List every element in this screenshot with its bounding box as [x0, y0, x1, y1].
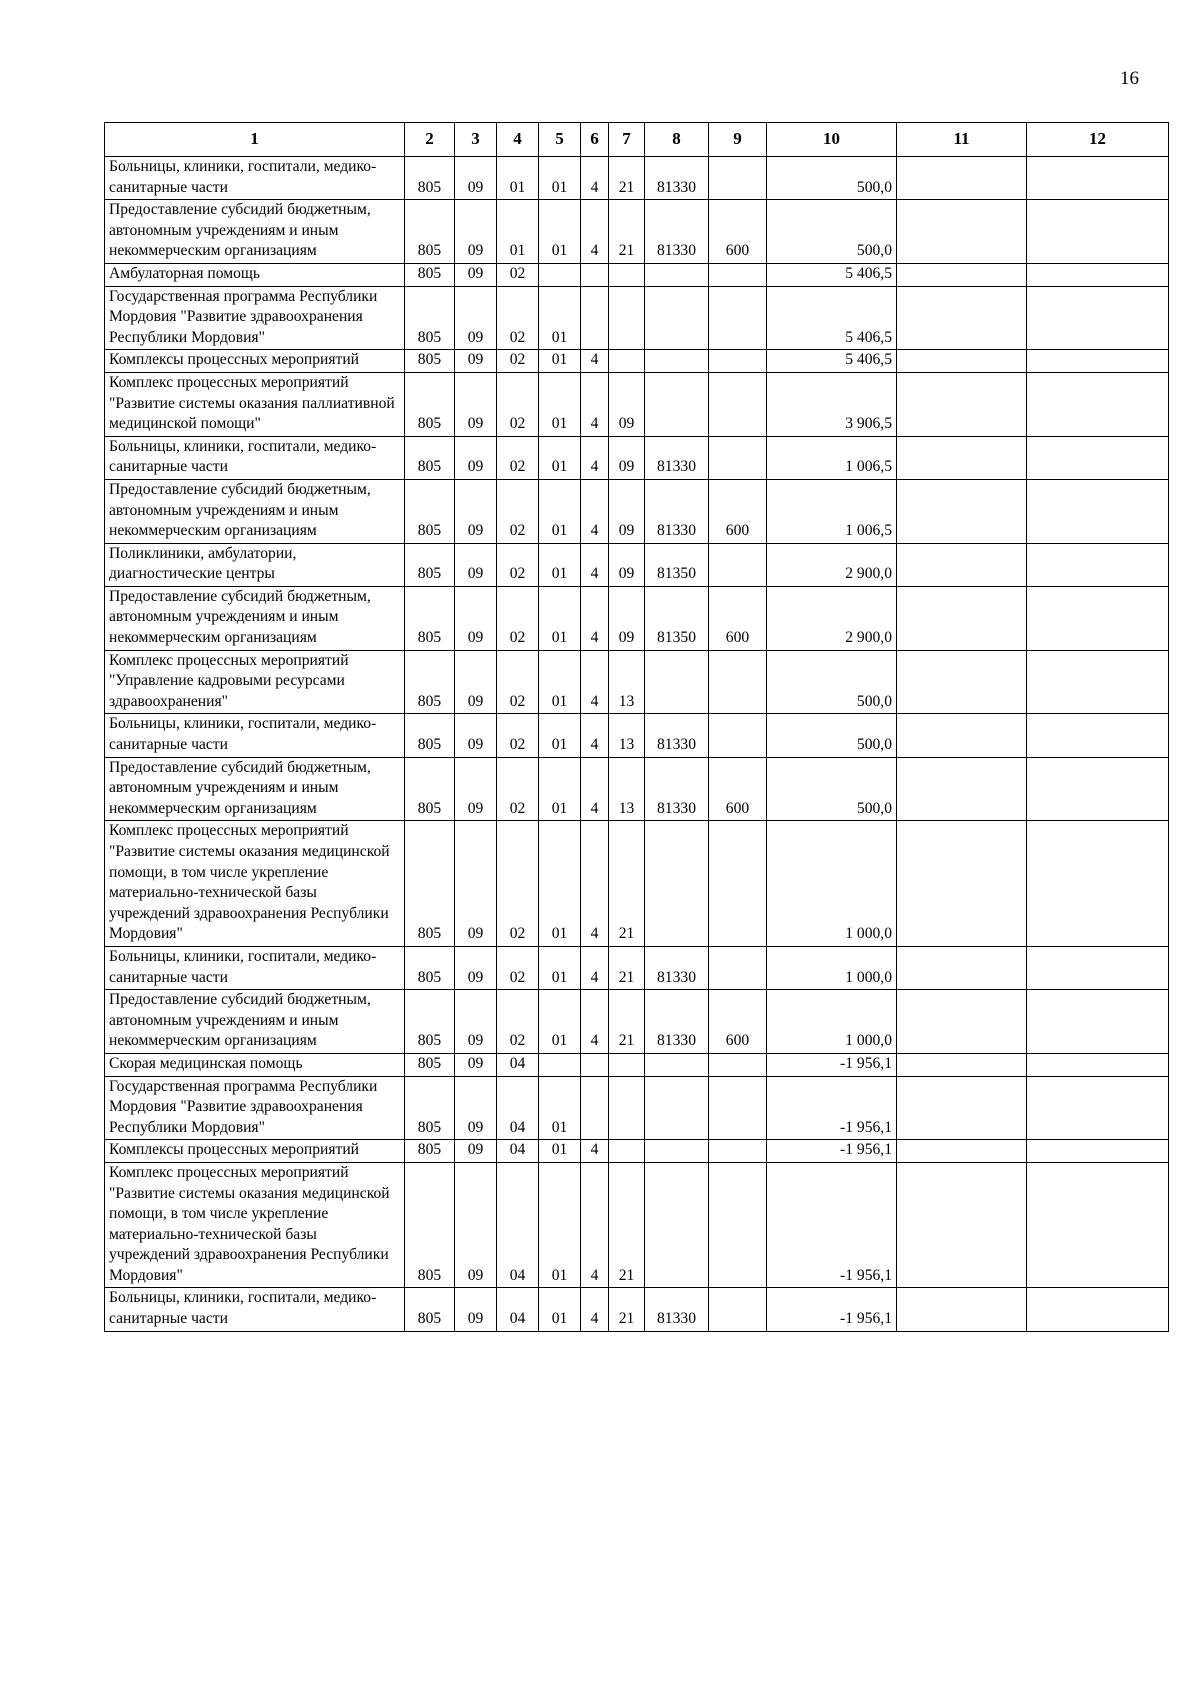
row-cell-c12: [1027, 990, 1169, 1054]
column-header-9: 9: [709, 123, 767, 157]
row-cell-c2: 805: [405, 650, 455, 714]
row-cell-c9: 600: [709, 200, 767, 264]
row-cell-c7: [609, 1140, 645, 1163]
row-cell-c2: 805: [405, 200, 455, 264]
row-cell-c9: 600: [709, 479, 767, 543]
table-row: [105, 286, 1169, 350]
row-cell-c6: 4: [581, 1162, 609, 1288]
row-cell-c5: [539, 1053, 581, 1076]
row-cell-c5: 01: [539, 479, 581, 543]
row-cell-c12: [1027, 821, 1169, 947]
row-cell-c3: 09: [455, 1076, 497, 1140]
row-cell-c4: 04: [497, 1076, 539, 1140]
table-row: [105, 586, 1169, 650]
row-cell-c12: [1027, 1053, 1169, 1076]
row-name-cell: Комплекс процессных мероприятий "Развитие системы оказания паллиативной медицинской помощи": [105, 372, 405, 436]
row-name-cell: Комплекс процессных мероприятий "Развитие системы оказания медицинской помощи, в том числе укрепление материально-технической базы учреждений здравоохранения Республики Мордовия": [105, 821, 405, 947]
row-cell-c7: 21: [609, 1162, 645, 1288]
table-row: [105, 1053, 1169, 1076]
row-cell-c4: 02: [497, 350, 539, 373]
row-cell-c9: [709, 714, 767, 757]
row-name-cell: Больницы, клиники, госпитали, медико-санитарные части: [105, 714, 405, 757]
row-cell-c4: 02: [497, 479, 539, 543]
row-cell-c7: 13: [609, 650, 645, 714]
column-header-7: 7: [609, 123, 645, 157]
table-row: [105, 1076, 1169, 1140]
row-cell-c3: 09: [455, 990, 497, 1054]
row-cell-c3: 09: [455, 543, 497, 586]
row-cell-c2: 805: [405, 479, 455, 543]
row-cell-c12: [1027, 157, 1169, 200]
row-cell-c2: 805: [405, 821, 455, 947]
row-cell-c8: 81330: [645, 946, 709, 989]
row-cell-c11: [897, 650, 1027, 714]
row-name-cell: Больницы, клиники, госпитали, медико-санитарные части: [105, 946, 405, 989]
row-cell-c12: [1027, 436, 1169, 479]
row-name-cell: Предоставление субсидий бюджетным, автономным учреждениям и иным некоммерческим организациям: [105, 757, 405, 821]
row-cell-c2: 805: [405, 436, 455, 479]
row-cell-c8: [645, 1162, 709, 1288]
row-cell-c10: -1 956,1: [767, 1140, 897, 1163]
row-cell-c9: [709, 543, 767, 586]
row-cell-c4: 04: [497, 1053, 539, 1076]
row-cell-c9: [709, 436, 767, 479]
row-name-cell: Предоставление субсидий бюджетным, автономным учреждениям и иным некоммерческим организациям: [105, 990, 405, 1054]
row-cell-c11: [897, 1053, 1027, 1076]
row-cell-c2: 805: [405, 157, 455, 200]
row-cell-c4: 02: [497, 263, 539, 286]
row-cell-c5: 01: [539, 200, 581, 264]
row-cell-c10: -1 956,1: [767, 1162, 897, 1288]
row-cell-c10: 5 406,5: [767, 286, 897, 350]
row-cell-c3: 09: [455, 200, 497, 264]
row-cell-c11: [897, 372, 1027, 436]
row-cell-c3: 09: [455, 1053, 497, 1076]
row-cell-c4: 02: [497, 990, 539, 1054]
column-header-12: 12: [1027, 123, 1169, 157]
row-cell-c7: [609, 263, 645, 286]
row-name-cell: Амбулаторная помощь: [105, 263, 405, 286]
row-cell-c9: [709, 821, 767, 947]
row-cell-c9: [709, 946, 767, 989]
row-cell-c2: 805: [405, 757, 455, 821]
row-cell-c8: [645, 650, 709, 714]
row-cell-c3: 09: [455, 436, 497, 479]
row-cell-c11: [897, 286, 1027, 350]
table-row: [105, 757, 1169, 821]
column-header-6: 6: [581, 123, 609, 157]
row-cell-c4: 02: [497, 286, 539, 350]
row-cell-c7: 09: [609, 543, 645, 586]
row-cell-c6: [581, 1076, 609, 1140]
row-cell-c8: 81330: [645, 757, 709, 821]
row-cell-c10: -1 956,1: [767, 1288, 897, 1331]
row-cell-c3: 09: [455, 757, 497, 821]
row-cell-c5: 01: [539, 990, 581, 1054]
row-cell-c11: [897, 436, 1027, 479]
row-cell-c9: [709, 1076, 767, 1140]
row-cell-c7: 09: [609, 479, 645, 543]
row-cell-c12: [1027, 350, 1169, 373]
row-cell-c11: [897, 350, 1027, 373]
row-cell-c10: 1 006,5: [767, 436, 897, 479]
row-cell-c2: 805: [405, 1140, 455, 1163]
row-cell-c7: 09: [609, 372, 645, 436]
row-cell-c11: [897, 1288, 1027, 1331]
row-cell-c12: [1027, 286, 1169, 350]
row-cell-c9: [709, 1288, 767, 1331]
row-cell-c9: 600: [709, 990, 767, 1054]
row-cell-c6: 4: [581, 1140, 609, 1163]
row-cell-c11: [897, 543, 1027, 586]
table-row: [105, 372, 1169, 436]
row-cell-c4: 01: [497, 200, 539, 264]
row-cell-c11: [897, 946, 1027, 989]
row-cell-c5: 01: [539, 586, 581, 650]
row-cell-c6: [581, 286, 609, 350]
row-cell-c5: [539, 263, 581, 286]
row-cell-c8: 81330: [645, 436, 709, 479]
row-cell-c11: [897, 157, 1027, 200]
row-cell-c5: 01: [539, 946, 581, 989]
row-cell-c11: [897, 1140, 1027, 1163]
row-cell-c4: 02: [497, 757, 539, 821]
row-cell-c10: -1 956,1: [767, 1076, 897, 1140]
row-cell-c5: 01: [539, 350, 581, 373]
row-cell-c5: 01: [539, 1140, 581, 1163]
row-cell-c8: 81330: [645, 1288, 709, 1331]
row-cell-c12: [1027, 650, 1169, 714]
row-cell-c10: 5 406,5: [767, 263, 897, 286]
row-cell-c6: 4: [581, 372, 609, 436]
row-cell-c7: 21: [609, 200, 645, 264]
row-cell-c8: 81330: [645, 479, 709, 543]
row-cell-c9: 600: [709, 586, 767, 650]
row-cell-c9: [709, 263, 767, 286]
row-cell-c4: 02: [497, 436, 539, 479]
table-row: [105, 990, 1169, 1054]
row-cell-c10: -1 956,1: [767, 1053, 897, 1076]
row-cell-c10: 500,0: [767, 157, 897, 200]
row-cell-c12: [1027, 1162, 1169, 1288]
row-cell-c12: [1027, 263, 1169, 286]
row-cell-c10: 500,0: [767, 200, 897, 264]
row-cell-c2: 805: [405, 263, 455, 286]
row-cell-c3: 09: [455, 479, 497, 543]
row-cell-c10: 1 000,0: [767, 821, 897, 947]
row-cell-c2: 805: [405, 990, 455, 1054]
row-cell-c11: [897, 1162, 1027, 1288]
row-cell-c3: 09: [455, 946, 497, 989]
row-cell-c5: 01: [539, 1162, 581, 1288]
row-cell-c5: 01: [539, 821, 581, 947]
row-cell-c11: [897, 1076, 1027, 1140]
row-cell-c3: 09: [455, 821, 497, 947]
row-cell-c6: 4: [581, 714, 609, 757]
row-cell-c12: [1027, 479, 1169, 543]
row-cell-c5: 01: [539, 650, 581, 714]
row-cell-c10: 500,0: [767, 757, 897, 821]
row-cell-c11: [897, 990, 1027, 1054]
column-header-5: 5: [539, 123, 581, 157]
row-cell-c9: [709, 372, 767, 436]
row-cell-c2: 805: [405, 286, 455, 350]
row-cell-c4: 04: [497, 1288, 539, 1331]
row-cell-c3: 09: [455, 350, 497, 373]
row-cell-c4: 02: [497, 821, 539, 947]
table-row: [105, 1288, 1169, 1331]
table-row: [105, 714, 1169, 757]
row-cell-c7: [609, 1076, 645, 1140]
column-header-3: 3: [455, 123, 497, 157]
row-cell-c6: [581, 263, 609, 286]
row-cell-c6: 4: [581, 1288, 609, 1331]
row-cell-c2: 805: [405, 372, 455, 436]
row-cell-c6: 4: [581, 586, 609, 650]
column-header-8: 8: [645, 123, 709, 157]
column-header-4: 4: [497, 123, 539, 157]
row-cell-c2: 805: [405, 1162, 455, 1288]
row-cell-c12: [1027, 1140, 1169, 1163]
row-name-cell: Больницы, клиники, госпитали, медико-санитарные части: [105, 1288, 405, 1331]
row-name-cell: Предоставление субсидий бюджетным, автономным учреждениям и иным некоммерческим организациям: [105, 586, 405, 650]
row-cell-c4: 01: [497, 157, 539, 200]
row-name-cell: Государственная программа Республики Мордовия "Развитие здравоохранения Республики Мордовия": [105, 1076, 405, 1140]
row-cell-c6: 4: [581, 757, 609, 821]
row-cell-c5: 01: [539, 714, 581, 757]
row-cell-c7: [609, 350, 645, 373]
row-cell-c3: 09: [455, 286, 497, 350]
row-cell-c3: 09: [455, 1288, 497, 1331]
column-header-10: 10: [767, 123, 897, 157]
row-cell-c6: [581, 1053, 609, 1076]
row-cell-c7: 09: [609, 436, 645, 479]
row-cell-c2: 805: [405, 1076, 455, 1140]
page-number: 16: [1120, 68, 1139, 89]
row-cell-c3: 09: [455, 1162, 497, 1288]
row-cell-c3: 09: [455, 586, 497, 650]
row-name-cell: Скорая медицинская помощь: [105, 1053, 405, 1076]
table-row: [105, 436, 1169, 479]
row-name-cell: Комплексы процессных мероприятий: [105, 1140, 405, 1163]
table-row: [105, 157, 1169, 200]
row-cell-c8: 81330: [645, 200, 709, 264]
budget-table: [104, 122, 1169, 1332]
row-cell-c6: 4: [581, 650, 609, 714]
row-cell-c4: 02: [497, 714, 539, 757]
row-cell-c6: 4: [581, 543, 609, 586]
row-cell-c5: 01: [539, 286, 581, 350]
row-name-cell: Больницы, клиники, госпитали, медико-санитарные части: [105, 436, 405, 479]
row-cell-c6: 4: [581, 990, 609, 1054]
row-cell-c8: [645, 1140, 709, 1163]
row-cell-c11: [897, 263, 1027, 286]
row-cell-c8: [645, 286, 709, 350]
header-row: [105, 123, 1169, 157]
row-cell-c2: 805: [405, 946, 455, 989]
row-cell-c10: 3 906,5: [767, 372, 897, 436]
table-row: [105, 543, 1169, 586]
column-header-2: 2: [405, 123, 455, 157]
row-cell-c10: 2 900,0: [767, 586, 897, 650]
row-cell-c2: 805: [405, 543, 455, 586]
row-cell-c9: 600: [709, 757, 767, 821]
row-name-cell: Поликлиники, амбулатории, диагностические центры: [105, 543, 405, 586]
column-header-1: 1: [105, 123, 405, 157]
row-cell-c7: 21: [609, 946, 645, 989]
row-cell-c12: [1027, 200, 1169, 264]
row-cell-c8: [645, 350, 709, 373]
row-cell-c4: 02: [497, 543, 539, 586]
row-cell-c10: 2 900,0: [767, 543, 897, 586]
table-row: [105, 263, 1169, 286]
row-cell-c11: [897, 200, 1027, 264]
row-cell-c12: [1027, 757, 1169, 821]
row-cell-c2: 805: [405, 350, 455, 373]
row-cell-c6: 4: [581, 946, 609, 989]
row-name-cell: Комплексы процессных мероприятий: [105, 350, 405, 373]
table-row: [105, 946, 1169, 989]
row-cell-c8: 81330: [645, 990, 709, 1054]
row-cell-c9: [709, 350, 767, 373]
row-cell-c11: [897, 821, 1027, 947]
row-cell-c7: 21: [609, 821, 645, 947]
row-cell-c11: [897, 757, 1027, 821]
row-cell-c12: [1027, 586, 1169, 650]
row-cell-c7: 21: [609, 1288, 645, 1331]
table-row: [105, 650, 1169, 714]
row-cell-c8: [645, 372, 709, 436]
row-name-cell: Государственная программа Республики Мордовия "Развитие здравоохранения Республики Мордовия": [105, 286, 405, 350]
row-cell-c12: [1027, 1076, 1169, 1140]
table-body: [105, 157, 1169, 1332]
row-cell-c4: 04: [497, 1140, 539, 1163]
row-cell-c6: 4: [581, 479, 609, 543]
table-row: [105, 479, 1169, 543]
row-cell-c5: 01: [539, 757, 581, 821]
row-cell-c12: [1027, 946, 1169, 989]
row-cell-c10: 1 000,0: [767, 990, 897, 1054]
row-cell-c10: 500,0: [767, 714, 897, 757]
row-cell-c3: 09: [455, 1140, 497, 1163]
row-cell-c5: 01: [539, 1076, 581, 1140]
row-cell-c3: 09: [455, 157, 497, 200]
row-cell-c10: 1 000,0: [767, 946, 897, 989]
row-cell-c8: [645, 1053, 709, 1076]
row-cell-c8: [645, 1076, 709, 1140]
row-cell-c10: 1 006,5: [767, 479, 897, 543]
row-cell-c12: [1027, 714, 1169, 757]
row-cell-c7: [609, 1053, 645, 1076]
row-cell-c6: 4: [581, 200, 609, 264]
row-cell-c9: [709, 157, 767, 200]
row-cell-c7: 13: [609, 714, 645, 757]
row-cell-c9: [709, 286, 767, 350]
row-cell-c10: 5 406,5: [767, 350, 897, 373]
row-cell-c2: 805: [405, 1288, 455, 1331]
row-cell-c4: 02: [497, 586, 539, 650]
row-cell-c5: 01: [539, 436, 581, 479]
row-cell-c2: 805: [405, 586, 455, 650]
row-cell-c12: [1027, 543, 1169, 586]
row-name-cell: Комплекс процессных мероприятий "Управление кадровыми ресурсами здравоохранения": [105, 650, 405, 714]
row-name-cell: Предоставление субсидий бюджетным, автономным учреждениям и иным некоммерческим организациям: [105, 200, 405, 264]
row-cell-c2: 805: [405, 714, 455, 757]
row-cell-c6: 4: [581, 350, 609, 373]
row-cell-c7: 13: [609, 757, 645, 821]
row-cell-c9: [709, 1140, 767, 1163]
row-cell-c4: 02: [497, 650, 539, 714]
row-name-cell: Предоставление субсидий бюджетным, автономным учреждениям и иным некоммерческим организациям: [105, 479, 405, 543]
row-cell-c8: 81330: [645, 157, 709, 200]
row-cell-c11: [897, 479, 1027, 543]
row-cell-c9: [709, 1162, 767, 1288]
row-cell-c4: 02: [497, 372, 539, 436]
row-cell-c5: 01: [539, 543, 581, 586]
row-cell-c7: [609, 286, 645, 350]
row-cell-c9: [709, 650, 767, 714]
column-header-11: 11: [897, 123, 1027, 157]
row-cell-c5: 01: [539, 372, 581, 436]
row-cell-c10: 500,0: [767, 650, 897, 714]
row-cell-c3: 09: [455, 714, 497, 757]
row-cell-c8: 81350: [645, 586, 709, 650]
row-cell-c6: 4: [581, 436, 609, 479]
row-cell-c3: 09: [455, 650, 497, 714]
row-cell-c12: [1027, 1288, 1169, 1331]
row-cell-c11: [897, 586, 1027, 650]
row-name-cell: Больницы, клиники, госпитали, медико-санитарные части: [105, 157, 405, 200]
row-cell-c9: [709, 1053, 767, 1076]
row-cell-c8: [645, 821, 709, 947]
row-cell-c2: 805: [405, 1053, 455, 1076]
row-cell-c6: 4: [581, 821, 609, 947]
row-cell-c3: 09: [455, 372, 497, 436]
row-cell-c12: [1027, 372, 1169, 436]
table-row: [105, 821, 1169, 947]
row-cell-c4: 04: [497, 1162, 539, 1288]
row-cell-c8: 81350: [645, 543, 709, 586]
row-cell-c7: 09: [609, 586, 645, 650]
table-row: [105, 200, 1169, 264]
row-cell-c8: [645, 263, 709, 286]
row-cell-c7: 21: [609, 990, 645, 1054]
row-name-cell: Комплекс процессных мероприятий "Развитие системы оказания медицинской помощи, в том числе укрепление материально-технической базы учреждений здравоохранения Республики Мордовия": [105, 1162, 405, 1288]
row-cell-c11: [897, 714, 1027, 757]
row-cell-c4: 02: [497, 946, 539, 989]
row-cell-c5: 01: [539, 157, 581, 200]
table-row: [105, 1162, 1169, 1288]
row-cell-c3: 09: [455, 263, 497, 286]
table-row: [105, 350, 1169, 373]
row-cell-c8: 81330: [645, 714, 709, 757]
row-cell-c7: 21: [609, 157, 645, 200]
table-row: [105, 1140, 1169, 1163]
row-cell-c6: 4: [581, 157, 609, 200]
row-cell-c5: 01: [539, 1288, 581, 1331]
